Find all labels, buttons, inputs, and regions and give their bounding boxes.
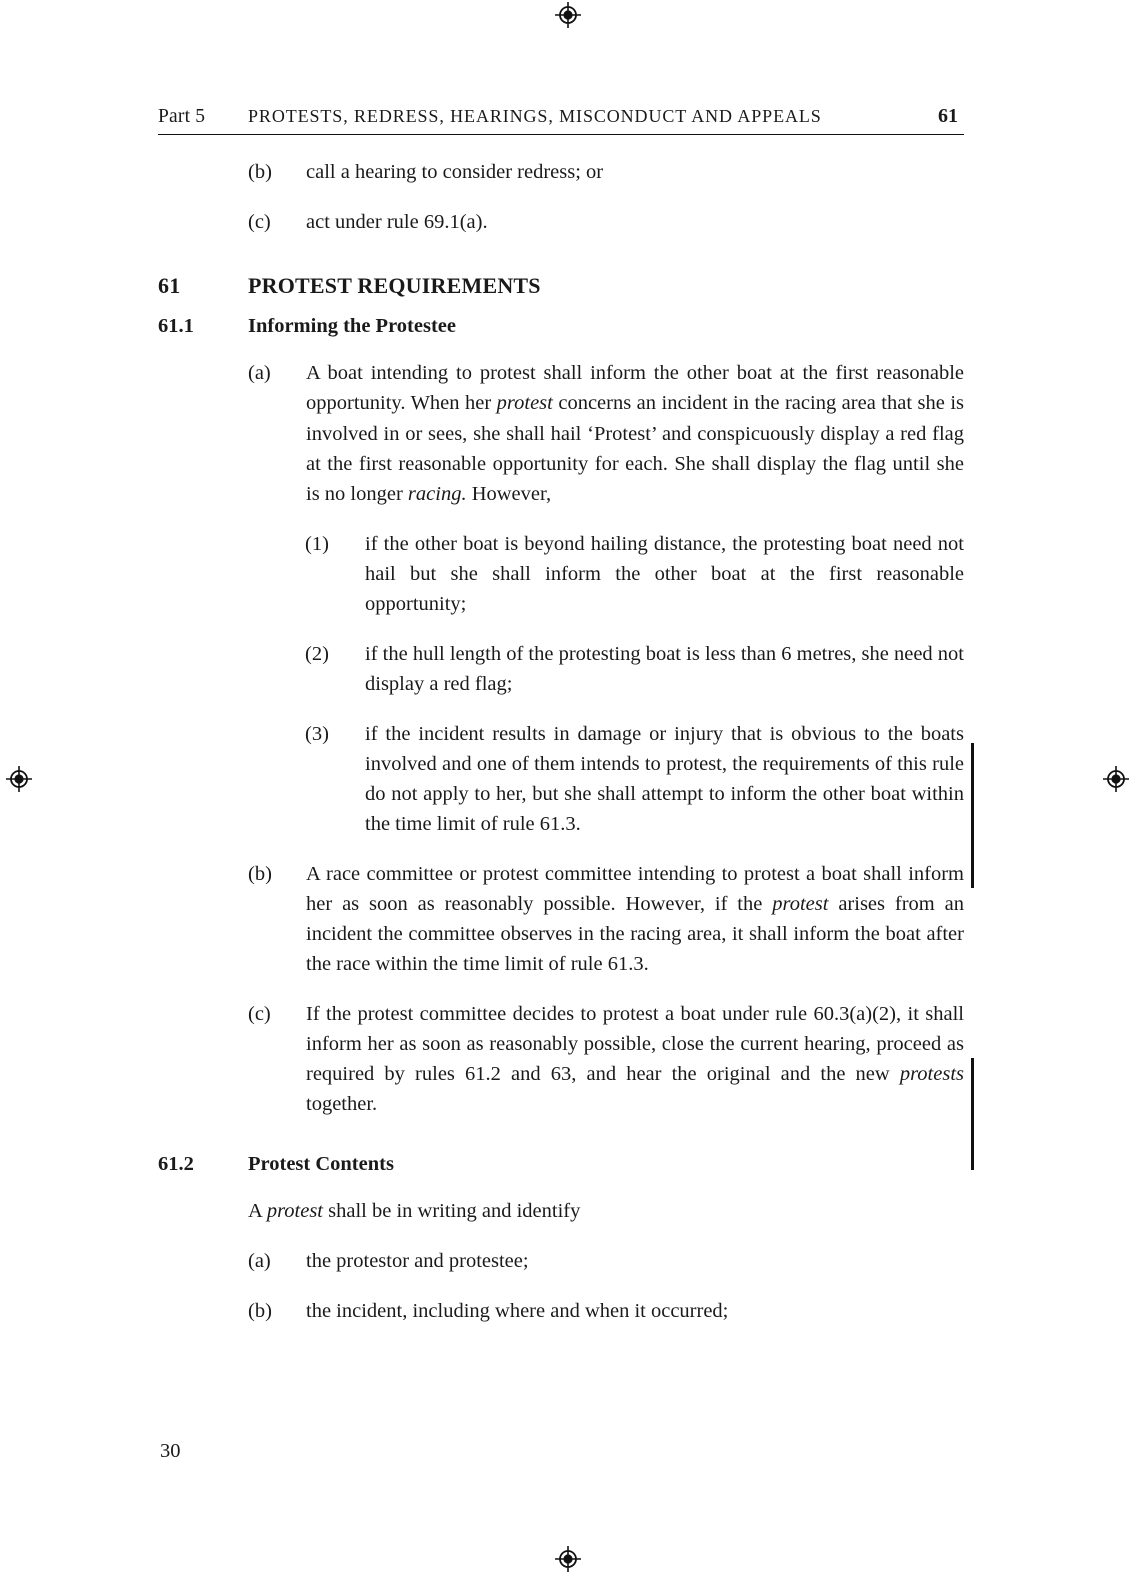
text-run: A race committee or protest committee intending to protest a boat shall inform her as soon as reasonably possible. However, if the [306, 862, 964, 915]
list-item [158, 358, 964, 508]
rule-title: PROTEST REQUIREMENTS [248, 273, 541, 299]
text-run: concerns an incident in the racing area that she is involved in or sees, she shall hail ‘Protest’ and conspicuously display a red flag at the first reasonable opportunity for each. She shall display the flag until she is no longer [306, 392, 964, 505]
list-text [306, 358, 964, 508]
list-marker: (1) [305, 532, 329, 555]
text-run: arises from an incident the committee observes in the racing area, it shall inform the boat after the race within the time limit of rule 61.3. [306, 892, 964, 975]
list-item [158, 1246, 964, 1276]
list-text: the incident, including where and when it occurred; [306, 1300, 729, 1323]
running-header-part: Part 5 [158, 106, 206, 127]
text-run: However, [466, 482, 552, 505]
page-number: 30 [160, 1440, 181, 1462]
running-header [158, 104, 964, 134]
list-marker: (b) [248, 862, 272, 885]
text-run: shall be in writing and identify [323, 1200, 581, 1223]
list-marker: (a) [248, 362, 271, 385]
italic-term: protests [899, 1063, 964, 1086]
list-text [306, 859, 964, 979]
list-marker: (b) [248, 161, 272, 184]
italic-term: racing. [407, 482, 467, 505]
list-item [158, 1296, 964, 1326]
page-content [158, 104, 964, 1326]
rule-title: Protest Contents [248, 1153, 394, 1176]
italic-term: protest [266, 1200, 323, 1223]
header-divider [158, 134, 964, 135]
list-marker: (b) [248, 1300, 272, 1323]
list-text [306, 999, 964, 1119]
rule-heading-61 [158, 273, 964, 299]
registration-mark-icon [6, 766, 32, 792]
list-item [158, 157, 964, 187]
list-item [158, 999, 964, 1119]
list-text: if the hull length of the protesting boat is less than 6 metres, she need not display a red flag; [365, 642, 964, 695]
registration-mark-icon [555, 1546, 581, 1572]
list-marker: (c) [248, 211, 271, 234]
italic-term: protest [496, 392, 553, 415]
rule-number: 61.2 [158, 1153, 194, 1176]
text-run: A [248, 1200, 267, 1223]
text-run: A boat intending to protest shall inform the other boat at the first reasonable opportunity. When her [306, 362, 964, 415]
running-header-folio: 61 [938, 105, 958, 127]
rule-heading-61-1 [158, 315, 964, 338]
list-text: act under rule 69.1(a). [306, 211, 488, 234]
rule-number: 61 [158, 273, 181, 299]
list-text: call a hearing to consider redress; or [306, 161, 604, 184]
rule-number: 61.1 [158, 315, 194, 338]
text-run: If the protest committee decides to protest a boat under rule 60.3(a)(2), it shall inform her as soon as reasonably possible, close the current hearing, proceed as required by rules 61.2 and 63, and hear the original and the new [306, 1003, 964, 1086]
list-text: if the other boat is beyond hailing distance, the protesting boat need not hail but she shall inform the other boat at the first reasonable opportunity; [365, 532, 964, 615]
list-item [158, 639, 964, 699]
rule-lead-in [248, 1196, 964, 1226]
text-run: together. [306, 1093, 378, 1116]
rule-heading-61-2 [158, 1153, 964, 1176]
change-bar [971, 743, 974, 888]
list-text: if the incident results in damage or injury that is obvious to the boats involved and one of them intends to protest, the requirements of this rule do not apply to her, but she shall attempt to inform the other boat within the time limit of rule 61.3. [365, 722, 964, 835]
registration-mark-icon [1103, 766, 1129, 792]
list-item [158, 207, 964, 237]
list-item [158, 859, 964, 979]
registration-mark-icon [555, 2, 581, 28]
running-header-title: PROTESTS, REDRESS, HEARINGS, MISCONDUCT AND APPEALS [248, 106, 822, 126]
list-item [158, 529, 964, 619]
list-marker: (3) [305, 722, 329, 745]
list-marker: (c) [248, 1003, 271, 1026]
list-text: the protestor and protestee; [306, 1250, 529, 1273]
list-marker: (a) [248, 1250, 271, 1273]
change-bar [971, 1058, 974, 1170]
rule-title: Informing the Protestee [248, 315, 456, 338]
italic-term: protest [772, 892, 829, 915]
list-item [158, 719, 964, 839]
list-marker: (2) [305, 642, 329, 665]
